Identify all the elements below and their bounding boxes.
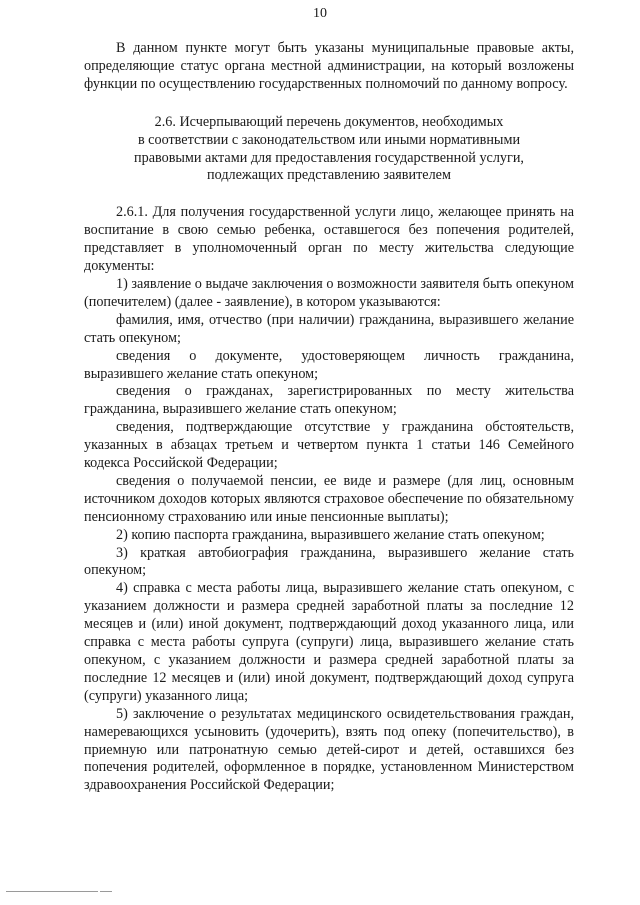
intro-paragraph: В данном пункте могут быть указаны муниципальные правовые акты, определяющие статус органа местной администрации, на который возложены функции по осуществлению государственных полномочий по данному вопросу. (84, 40, 574, 92)
list-subitem-fullname: фамилия, имя, отчество (при наличии) гражданина, выразившего желание стать опекуном; (84, 311, 574, 346)
list-item-autobiography: 3) краткая автобиография гражданина, выразившего желание стать опекуном; (84, 544, 574, 579)
footer-rule (6, 891, 98, 892)
section-title (84, 114, 574, 186)
section-title-line: подлежащих представлению заявителем (207, 167, 451, 184)
section-title-line: 2.6. Исчерпывающий перечень документов, необходимых (154, 113, 504, 130)
paragraph-2-6-1: 2.6.1. Для получения государственной услуги лицо, желающее принять на воспитание в свою семью ребенка, оставшегося без попечения родителей, представляет в уполномоченный орган по месту жительства следующие документы: (84, 204, 574, 275)
list-item-employment-certificate: 4) справка с места работы лица, выразившего желание стать опекуном, с указанием должности и размера средней заработной платы за последние 12 месяцев и (или) иной документ, подтверждающий доход указанного лица, или справка с места работы супруга (супруги) лица, выразившего желание стать опекуном, с указанием должности и размера средней заработной платы за последние 12 месяцев и (или) иной документ, подтверждающий доход супруга (супруги) указанного лица; (84, 580, 574, 704)
list-item-medical-report: 5) заключение о результатах медицинского освидетельствования граждан, намеревающихся усыновить (удочерить), взять под опеку (попечительство), в приемную или патронатную семью детей-сирот и детей, оставшихся без попечения родителей, оформленное в порядке, установленном Министерством здравоохранения Российской Федерации; (84, 705, 574, 794)
section-title-line: правовыми актами для предоставления государственной услуги, (134, 149, 524, 166)
list-subitem-pension: сведения о получаемой пенсии, ее виде и размере (для лиц, основным источником доходов которых являются страховое обеспечение по обязательному пенсионному страхованию или иные пенсионные выплаты); (84, 472, 574, 525)
page-number: 10 (313, 6, 327, 21)
list-subitem-circumstances: сведения, подтверждающие отсутствие у гражданина обстоятельств, указанных в абзацах третьем и четвертом пункта 1 статьи 146 Семейного кодекса Российской Федерации; (84, 419, 574, 472)
list-item-application: 1) заявление о выдаче заключения о возможности заявителя быть опекуном (попечителем) (далее - заявление), в котором указываются: (84, 275, 574, 310)
document-body (84, 40, 574, 795)
section-title-line: в соответствии с законодательством или иными нормативными (137, 131, 521, 148)
list-item-passport-copy: 2) копию паспорта гражданина, выразившего желание стать опекуном; (116, 526, 545, 543)
list-subitem-identity-document: сведения о документе, удостоверяющем личность гражданина, выразившего желание стать опекуном; (84, 347, 574, 382)
list-subitem-registered-citizens: сведения о гражданах, зарегистрированных по месту жительства гражданина, выразившего желание стать опекуном; (84, 383, 574, 418)
footer-rule-short (100, 891, 112, 892)
